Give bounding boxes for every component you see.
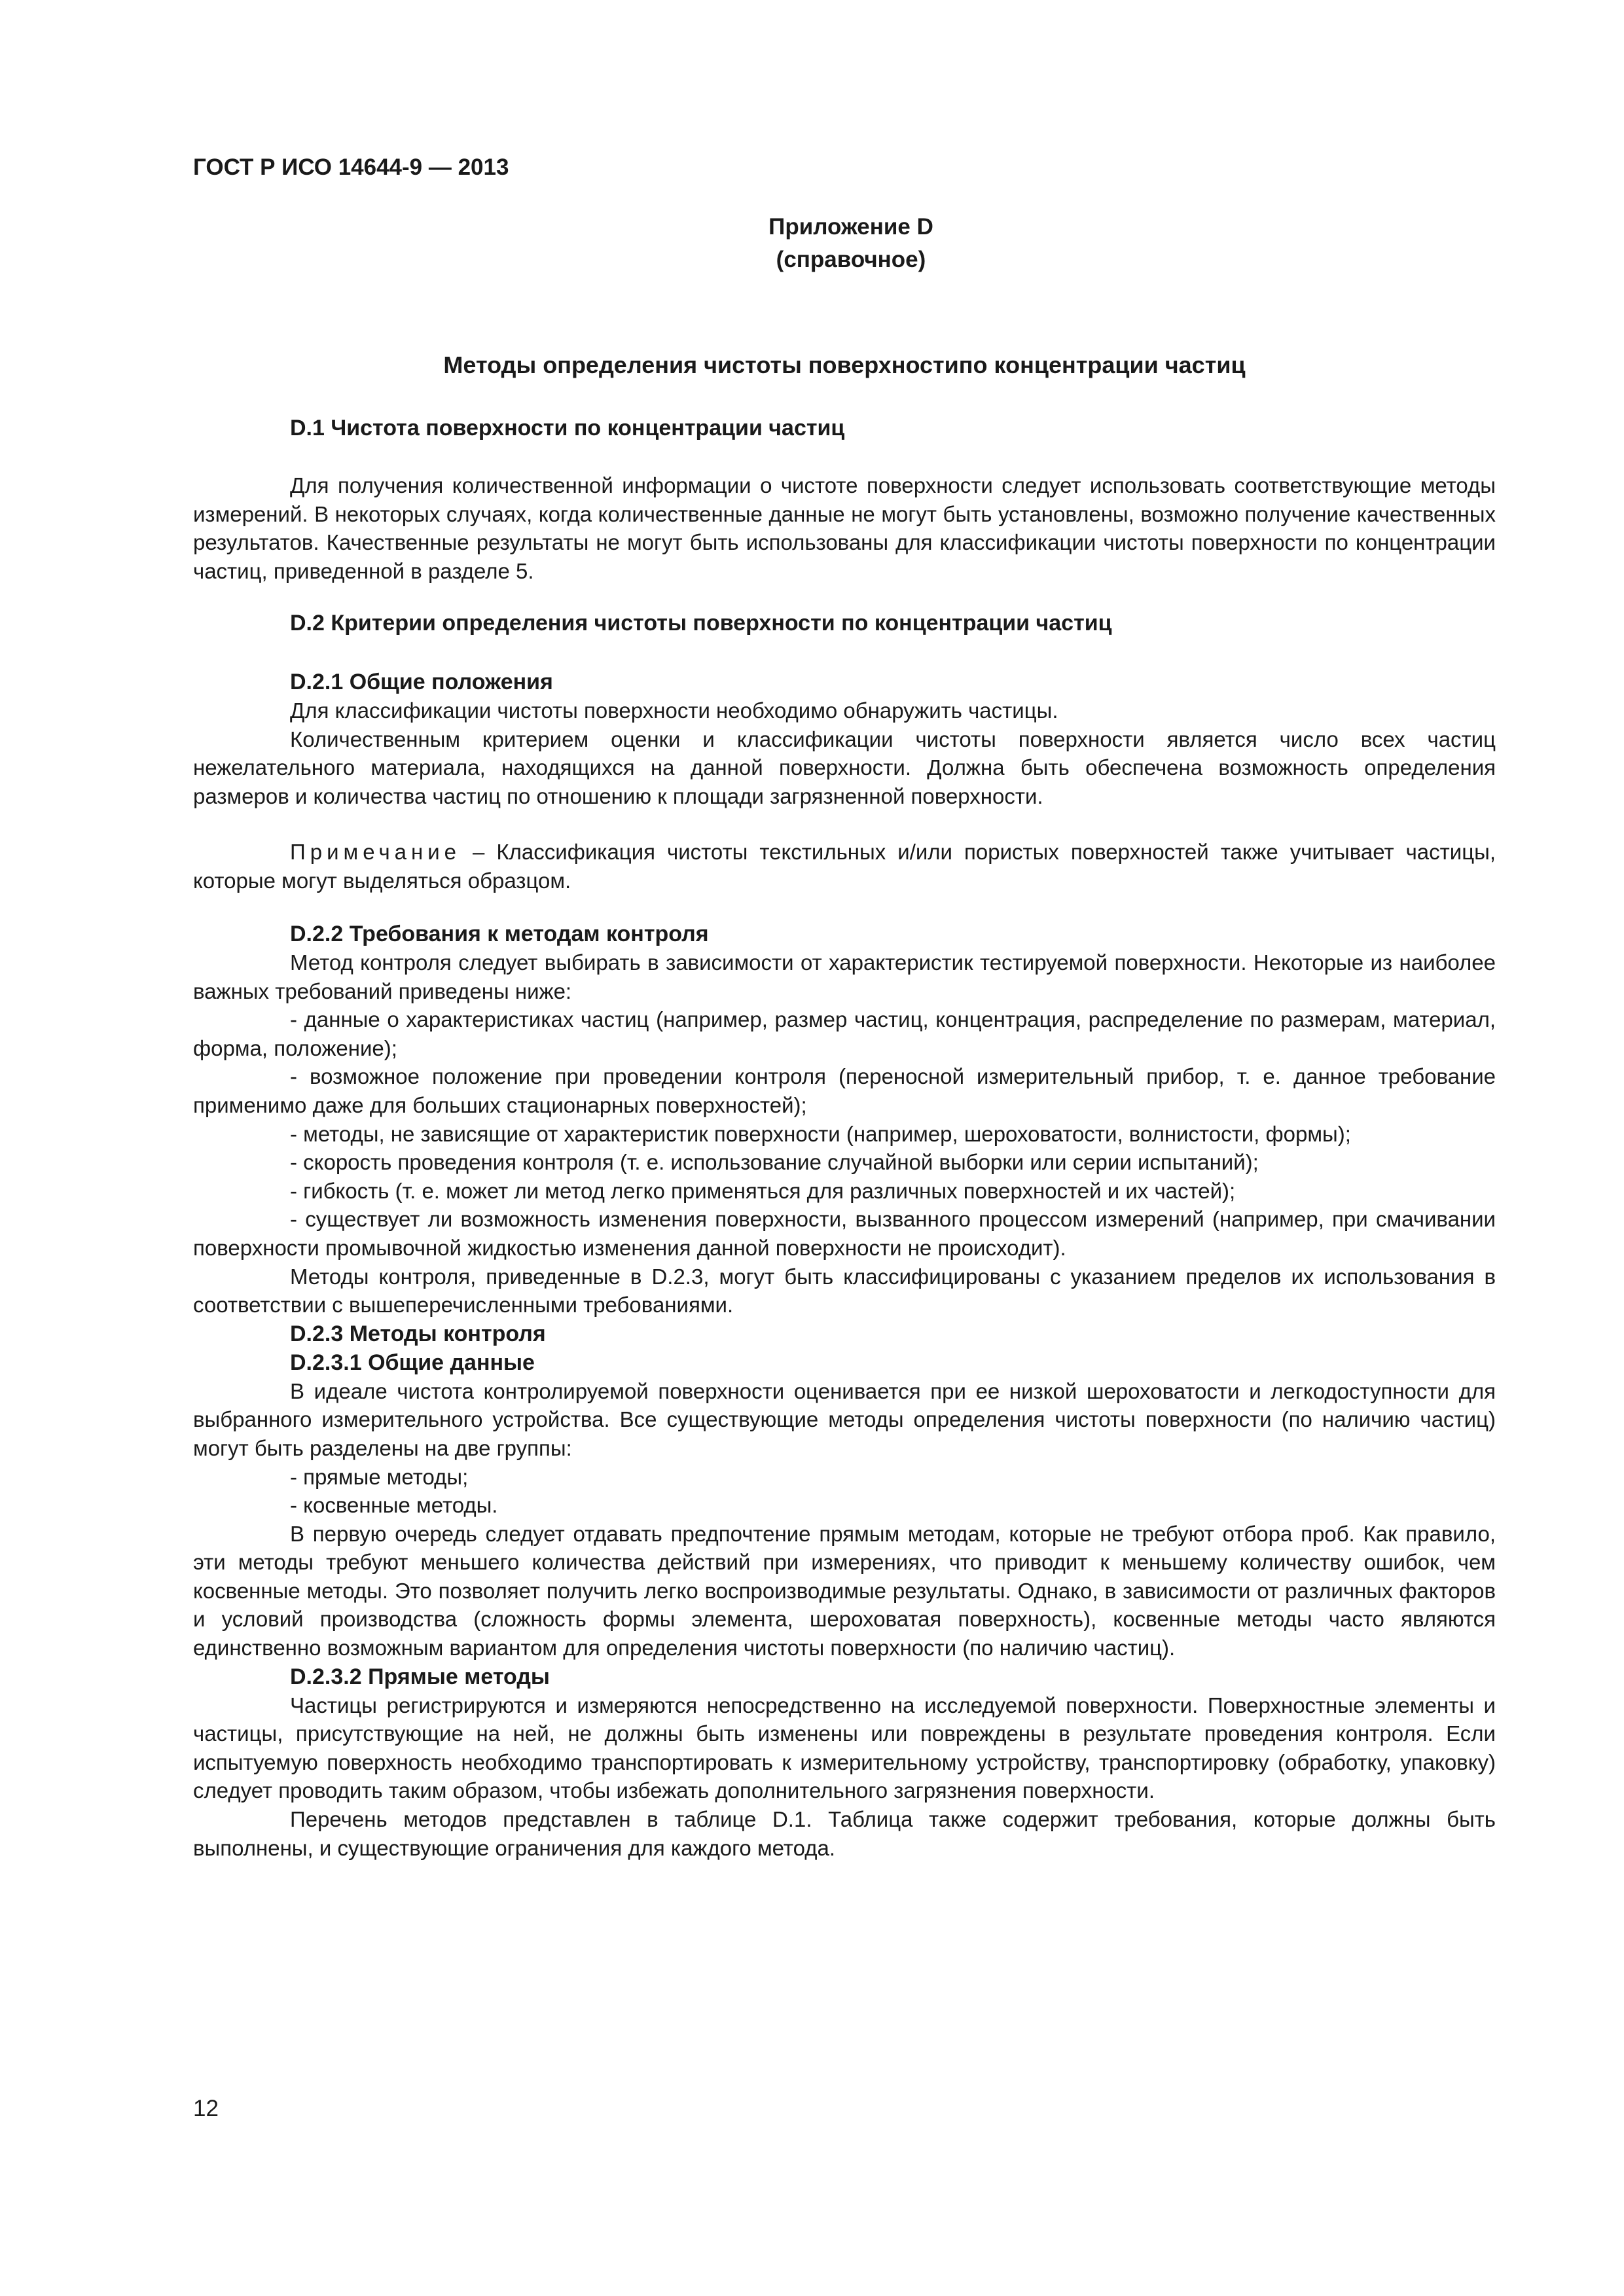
heading-text: D.2 Критерии определения чистоты поверхности по концентрации частиц — [290, 611, 1112, 636]
section-d2-heading — [193, 609, 1496, 637]
standard-designation: ГОСТ Р ИСО 14644-9 — 2013 — [193, 154, 509, 180]
annex-type: (справочное) — [776, 247, 926, 272]
section-d1-body — [193, 471, 1496, 585]
list-item: - косвенные методы. — [290, 1493, 498, 1518]
page-number: 12 — [193, 2096, 219, 2121]
paragraph: Перечень методов представлен в таблице D.1. Таблица также содержит требования, которые должны быть выполнены, и существующие ограничения для каждого метода. — [193, 1807, 1496, 1860]
list-item: - возможное положение при проведении контроля (переносной измерительный прибор, т. е. данное требование применимо даже для больших стационарных поверхностей); — [193, 1064, 1496, 1117]
annex-title: Методы определения чистоты поверхностипо концентрации частиц — [443, 351, 1246, 378]
list-item: - методы, не зависящие от характеристик поверхности (например, шероховатости, волнистости, формы); — [290, 1121, 1351, 1146]
note-label: Примечание — [290, 840, 461, 864]
paragraph: В идеале чистота контролируемой поверхности оценивается при ее низкой шероховатости и легкодоступности для выбранного измерительного устройства. Все существующие методы определения чистоты поверхности (по наличию частиц) могут быть разделены на две группы: — [193, 1378, 1496, 1460]
heading-text: D.1 Чистота поверхности по концентрации частиц — [290, 416, 845, 440]
paragraph: Методы контроля, приведенные в D.2.3, могут быть классифицированы с указанием пределов их использования в соответствии с вышеперечисленными требованиями. — [193, 1264, 1496, 1318]
note-paragraph — [193, 838, 1496, 895]
paragraph: Частицы регистрируются и измеряются непосредственно на исследуемой поверхности. Поверхностные элементы и частицы, присутствующие на ней, не должны быть изменены или повреждены в результате проведения контроля. Если испытуемую поверхность необходимо транспортировать к измерительному устройству, транспортировку (обработку, упаковку) следует проводить таким образом, чтобы избежать дополнительного загрязнения поверхности. — [193, 1693, 1496, 1803]
list-item: - скорость проведения контроля (т. е. использование случайной выборки или серии испытаний); — [290, 1150, 1259, 1175]
list-item: - прямые методы; — [290, 1464, 469, 1489]
heading-text: D.2.1 Общие положения — [290, 670, 553, 694]
note-text: – Классификация чистоты текстильных и/или пористых поверхностей также учитывает частицы, которые могут выделяться образцом. — [193, 840, 1496, 893]
list-item: - гибкость (т. е. может ли метод легко применяться для различных поверхностей и их частей); — [290, 1178, 1236, 1203]
paragraph: Метод контроля следует выбирать в зависимости от характеристик тестируемой поверхности. Некоторые из наиболее важных требований приведены ниже: — [193, 950, 1496, 1003]
section-d1-heading — [193, 414, 1496, 442]
heading-text: D.2.2 Требования к методам контроля — [290, 922, 709, 946]
list-item: - данные о характеристиках частиц (например, размер частиц, концентрация, распределение по размерам, материал, форма, положение); — [193, 1007, 1496, 1060]
list-item: - существует ли возможность изменения поверхности, вызванного процессом измерений (например, при смачивании поверхности промывочной жидкостью изменения данной поверхности не происходит). — [193, 1207, 1496, 1260]
section-d21-note — [193, 838, 1496, 895]
section-d22 — [193, 920, 1496, 1862]
annex-heading — [655, 211, 1047, 276]
section-d21 — [193, 668, 1496, 810]
section-d232-heading: D.2.3.2 Прямые методы — [290, 1664, 550, 1689]
paragraph: Количественным критерием оценки и классификации чистоты поверхности является число всех частиц нежелательного материала, находящихся на данной поверхности. Должна быть обеспечена возможность определения размеров и количества частиц по отношению к площади загрязненной поверхности. — [193, 726, 1496, 808]
paragraph: Для получения количественной информации о чистоте поверхности следует использовать соответствующие методы измерений. В некоторых случаях, когда количественные данные не могут быть установлены, возможно получение качественных результатов. Качественные результаты не могут быть использованы для классификации чистоты поверхности по концентрации частиц, приведенной в разделе 5. — [193, 473, 1496, 583]
paragraph: Для классификации чистоты поверхности необходимо обнаружить частицы. — [290, 698, 1058, 723]
section-d23-heading: D.2.3 Методы контроля — [290, 1321, 546, 1346]
paragraph: В первую очередь следует отдавать предпочтение прямым методам, которые не требуют отбора проб. Как правило, эти методы требуют меньшего количества действий при измерениях, что приводит к меньшему количеству ошибок, чем косвенные методы. Это позволяет получить легко воспроизводимые результаты. Однако, в зависимости от различных факторов и условий производства (сложность формы элемента, шероховатая поверхность), косвенные методы часто являются единственно возможным вариантом для определения чистоты поверхности (по наличию частиц). — [193, 1521, 1496, 1660]
annex-label: Приложение D — [768, 214, 933, 240]
section-d231-heading: D.2.3.1 Общие данные — [290, 1350, 535, 1375]
